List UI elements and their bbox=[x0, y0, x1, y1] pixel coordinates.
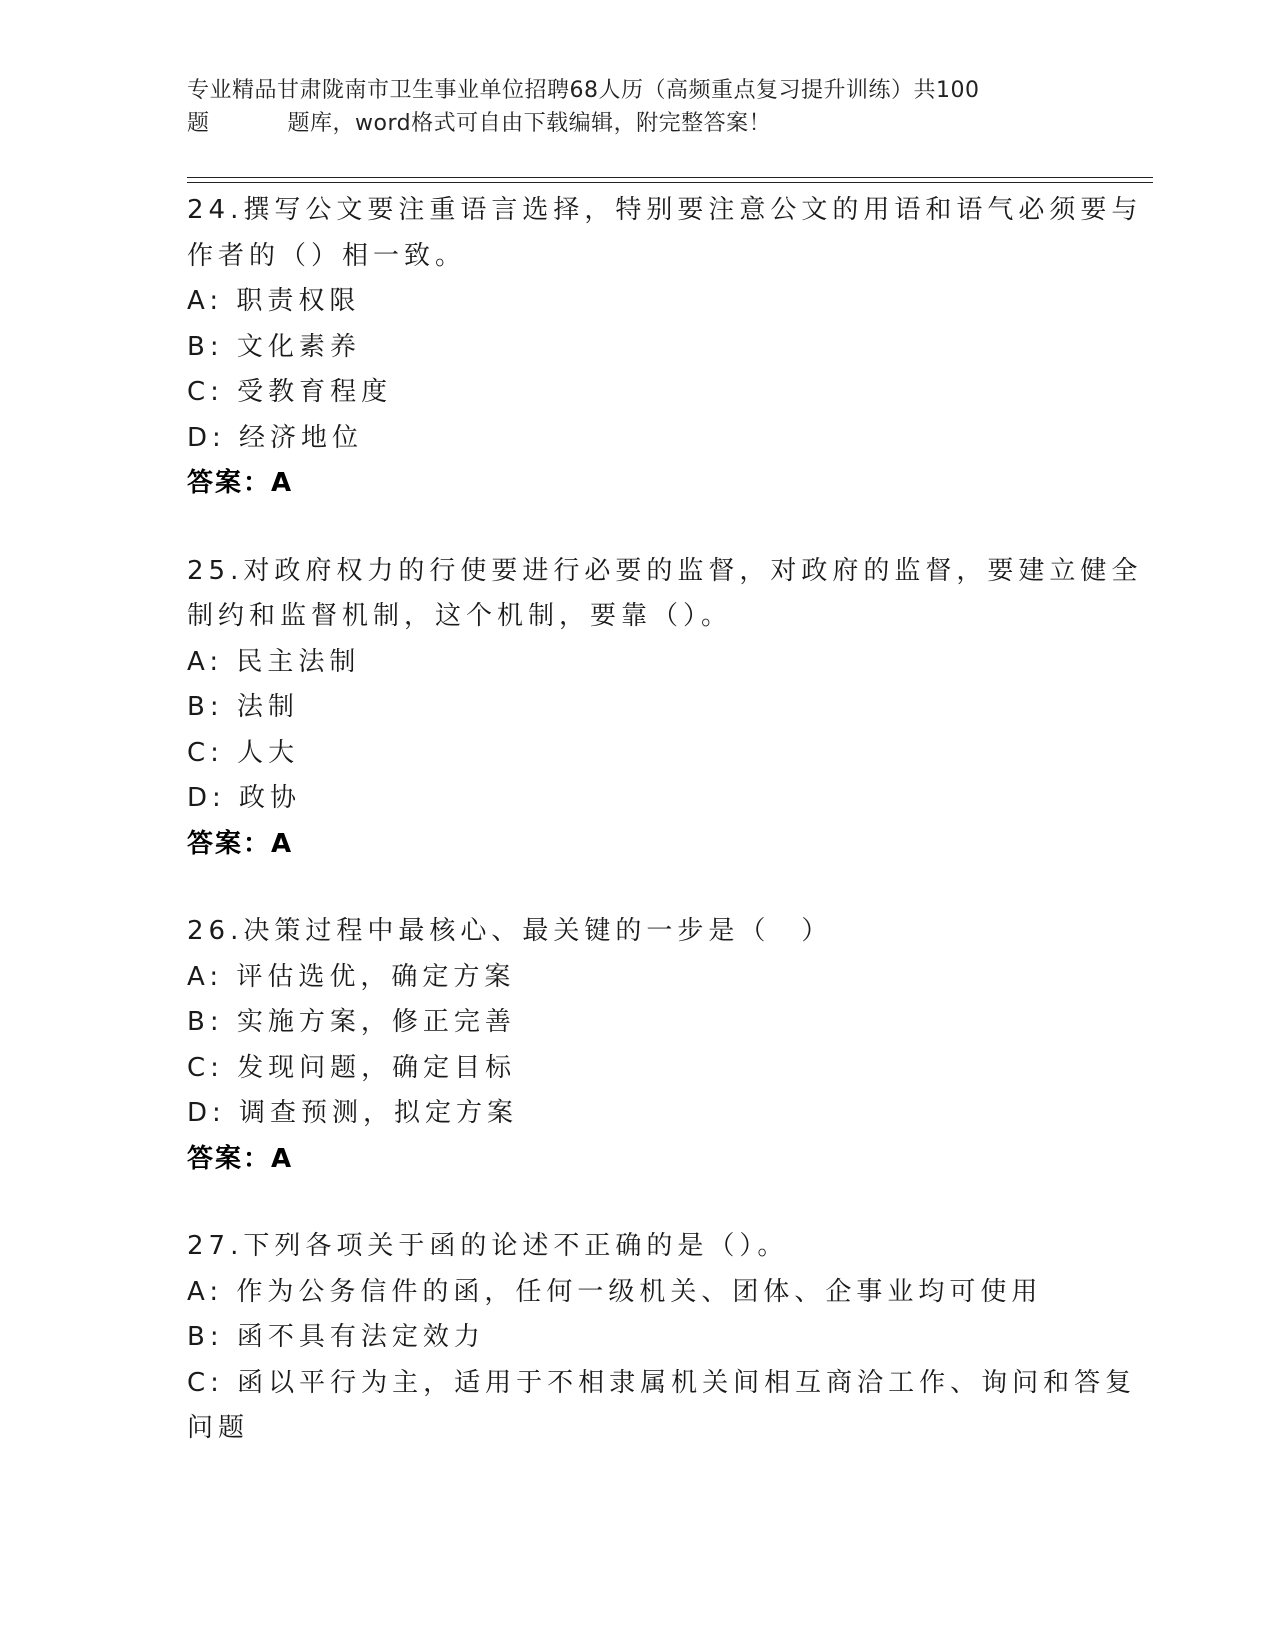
header-divider-top bbox=[187, 177, 1153, 178]
option-c: C: 受教育程度 bbox=[187, 377, 393, 407]
option-a: A: 职责权限 bbox=[187, 286, 361, 316]
question-list bbox=[187, 188, 1143, 1494]
question-25 bbox=[187, 549, 1143, 868]
option-b: B: 法制 bbox=[187, 692, 299, 722]
header-title-line-1: 专业精品甘肃陇南市卫生事业单位招聘68人历（高频重点复习提升训练）共100 bbox=[187, 78, 980, 103]
question-26 bbox=[187, 909, 1087, 1182]
header-divider-bottom bbox=[187, 182, 1153, 183]
option-d: D: 经济地位 bbox=[187, 422, 364, 453]
question-stem: 作者的（）相一致。 bbox=[187, 240, 467, 271]
option-d: D: 调查预测，拟定方案 bbox=[187, 1098, 519, 1128]
option-c-continued: 问题 bbox=[187, 1413, 250, 1443]
question-stem: 24.撰写公文要注重语言选择，特别要注意公文的用语和语气必须要与 bbox=[187, 195, 1143, 225]
option-a: A: 作为公务信件的函，任何一级机关、团体、企事业均可使用 bbox=[187, 1276, 1043, 1307]
question-stem: 制约和监督机制，这个机制，要靠（）。 bbox=[187, 601, 733, 631]
option-b: B: 文化素养 bbox=[187, 331, 361, 362]
option-b: B: 实施方案，修正完善 bbox=[187, 1007, 516, 1037]
question-stem: 27.下列各项关于函的论述不正确的是（）。 bbox=[187, 1231, 789, 1261]
option-c: C: 发现问题，确定目标 bbox=[187, 1052, 517, 1083]
option-a: A: 民主法制 bbox=[187, 646, 361, 677]
option-b: B: 函不具有法定效力 bbox=[187, 1322, 485, 1352]
option-c: C: 人大 bbox=[187, 737, 300, 768]
question-24 bbox=[187, 188, 1143, 507]
answer: 答案：A bbox=[187, 1143, 294, 1174]
document-header bbox=[187, 74, 1067, 140]
question-27 bbox=[187, 1224, 1137, 1452]
option-a: A: 评估选优，确定方案 bbox=[187, 961, 516, 992]
option-d: D: 政协 bbox=[187, 783, 302, 813]
answer: 答案：A bbox=[187, 828, 294, 859]
header-title-line-2 bbox=[187, 107, 1067, 140]
header-title-line-2-right: 题库，word格式可自由下载编辑，附完整答案！ bbox=[287, 111, 772, 136]
question-stem: 25.对政府权力的行使要进行必要的监督，对政府的监督，要建立健全 bbox=[187, 555, 1143, 586]
answer: 答案：A bbox=[187, 468, 294, 498]
option-c: C: 函以平行为主，适用于不相隶属机关间相互商洽工作、询问和答复 bbox=[187, 1367, 1137, 1398]
header-title-line-2-left: 题 bbox=[187, 111, 210, 136]
question-stem: 26.决策过程中最核心、最关键的一步是（ ） bbox=[187, 916, 833, 946]
